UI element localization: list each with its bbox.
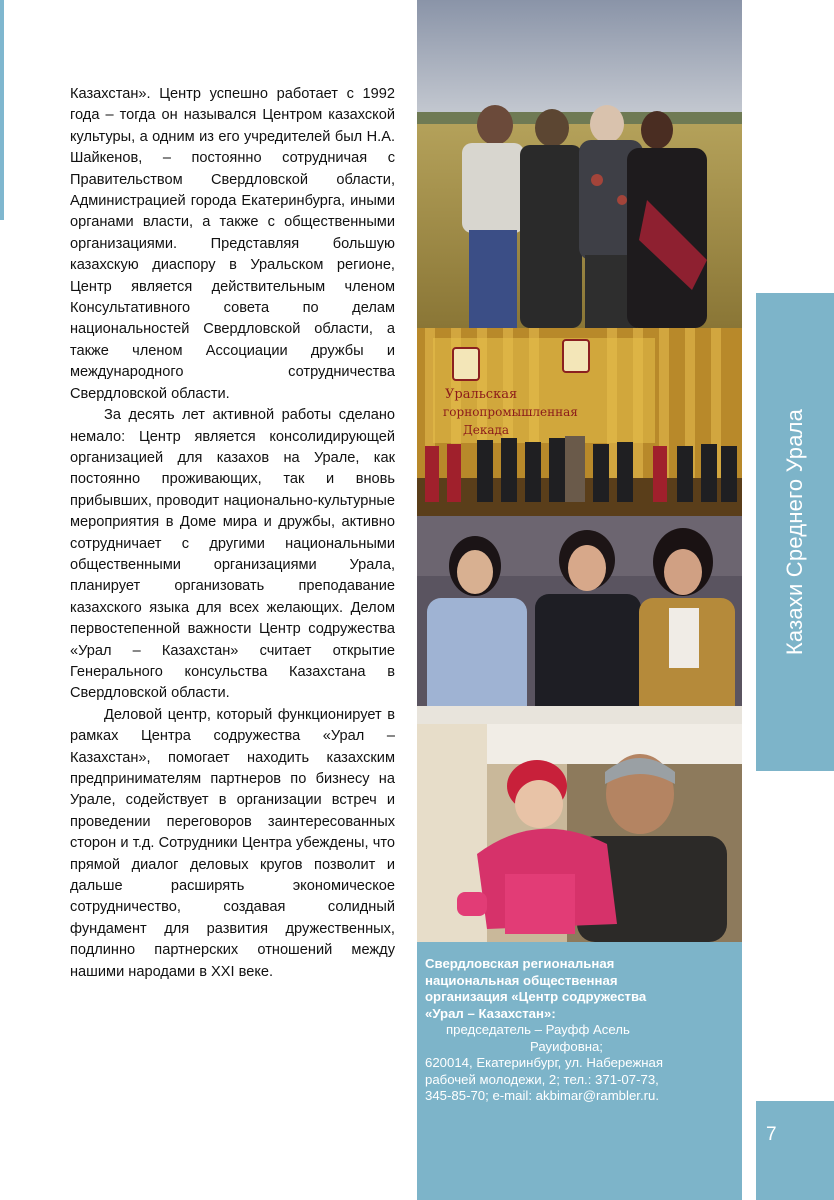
section-title: Казахи Среднего Урала — [782, 408, 807, 656]
page-number: 7 — [766, 1124, 777, 1145]
info-box — [417, 942, 742, 1200]
left-edge-accent — [0, 0, 4, 220]
title-line: национальная общественная — [425, 972, 618, 988]
banner-line-1: Уральская — [445, 387, 518, 402]
title-line: «Урал – Казахстан»: — [425, 1005, 556, 1021]
article-body — [70, 84, 395, 983]
paragraph-3: Деловой центр, который функционирует в рамках Центра содружества «Урал – Казахстан», помогает находить казахским предпринимателям партнеров по бизнесу на Урале, содействует в организации встреч и проведении переговоров заинтересованных сторон и т.д. Сотрудники Центра убеждены, что прямой диалог деловых кругов позволит и дальше расширять экономическое сотрудничество, создавая солидный фундамент для развития дружественных, подлинно партнерских отношений между нашими народами в XXI веке. — [70, 706, 395, 980]
paragraph-2: За десять лет активной работы сделано немало: Центр является консолидирующей организацией для казахов на Урале, как постоянно проживающих, так и вновь прибывших, проводит национально-культурные мероприятия в Доме мира и дружбы, активно сотрудничает с другими национальными общественными организациями Урала, планирует организовать преподавание казахского языка для всех желающих. Делом первостепенной важности Центр содружества «Урал – Казахстан» считает открытие Генерального консульства Казахстана в Свердловской области. — [70, 407, 395, 702]
photo-three-women — [417, 516, 742, 724]
section-side-tab — [756, 293, 834, 771]
title-line: Свердловская региональная — [425, 956, 615, 971]
title-line: организация «Центр содружества — [425, 989, 647, 1004]
photo-man-with-child — [417, 724, 742, 942]
banner-line-3: Декада — [463, 423, 510, 437]
address-line-3: 345-85-70; e-mail: akbimar@rambler.ru. — [425, 1088, 660, 1103]
paragraph-1: Казахстан». Центр успешно работает с 1992 года – тогда он назывался Центром казахской культуры, а одним из его учредителей был Н.А. Шайкенов, – постоянно сотрудничая с Правительством Свердловской области, Администрацией города Екатеринбурга, иными органами власти, а также с общественными организациями. Представляя большую казахскую диаспору в Уральском регионе, Центр является действительным членом Консультативного совета по делам национальностей Свердловской области, а также членом Ассоциации дружбы и международного сотрудничества Свердловской области. — [70, 86, 395, 402]
photo-stage-decade — [417, 328, 742, 516]
organization-title — [425, 956, 730, 1022]
organization-info — [425, 956, 730, 1105]
address-line-2: рабочей молодежи, 2; тел.: 371-07-73, — [425, 1071, 659, 1087]
banner-line-2: горнопромышленная — [443, 405, 578, 419]
address-line-1: 620014, Екатеринбург, ул. Набережная — [425, 1055, 664, 1070]
chair-line-1: председатель – Рауфф Асель — [446, 1022, 630, 1037]
photo-women-in-field — [417, 0, 742, 328]
page-number-tab — [756, 1101, 834, 1200]
chair-line-2: Рауифовна; — [530, 1038, 603, 1054]
